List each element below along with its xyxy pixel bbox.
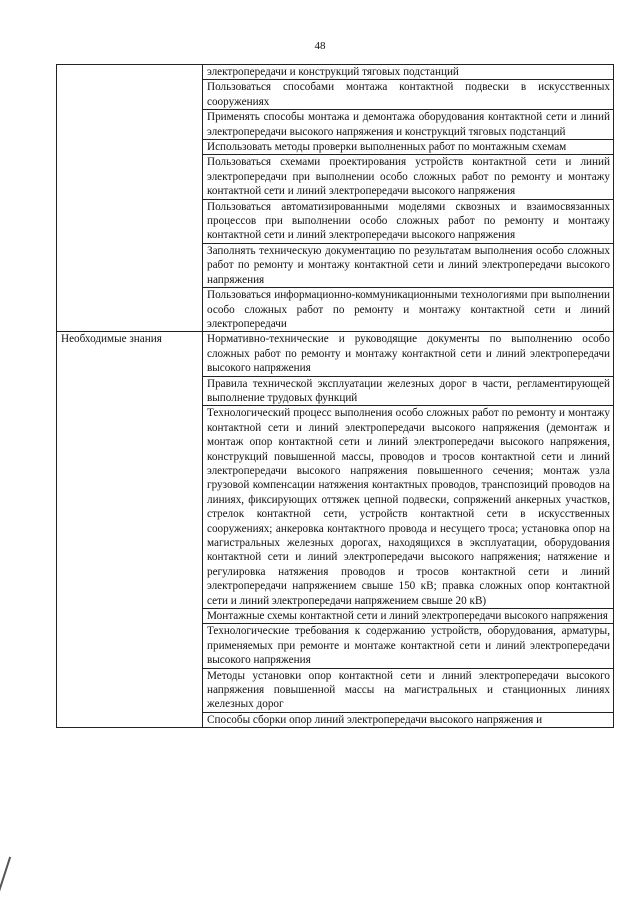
table-cell [203,155,614,199]
section-label: Необходимые знания [61,333,162,346]
table-cell [203,624,614,668]
label-cell-empty [57,65,203,332]
cell-text: Технологические требования к содержанию устройств, оборудования, арматуры, применяемых при ремонте и монтаже контактной сети и линий электропередачи высокого напряжения [207,625,610,667]
cell-text: Заполнять техническую документацию по результатам выполнения особо сложных работ по ремонту и монтажу контактной сети и линий электропередачи высокого напряжения [207,244,610,286]
cell-text: Использовать методы проверки выполненных работ по монтажным схемам [207,141,567,154]
table-cell [203,110,614,140]
table-row [57,65,614,80]
requirements-table [56,64,614,728]
cell-text: электропередачи и конструкций тяговых подстанций [207,66,459,78]
page-number: 48 [314,40,326,52]
table-cell [203,65,614,80]
cell-text: Пользоваться автоматизированными моделями сквозных и взаимосвязанных процессов при выполнении особо сложных работ по ремонту и монтажу контактной сети и линий электропередачи высокого напряжения [207,200,610,242]
table-cell [203,332,614,376]
cell-text: Технологический процесс выполнения особо сложных работ по ремонту и монтажу контактной сети и линий электропередачи высокого напряжения (демонтаж и монтаж опор контактной сети и линий электропередачи высокого напряжения, конструкций повышенной массы, проводов и тросов контактной сети и линий электропередачи высокого напряжения повышенного сечения; монтаж узла грузовой компенсации натяжения контактных проводов, транспозиций проводов на линиях, фиксирующих оттяжек цепной подвески, сопряжений анкерных участков, стрелок контактной сети, устройств контактной сети в искусственных сооружениях; анкеровка контактного провода и несущего троса; установка опор на магистральных железных дорогах, находящихся в эксплуатации, оборудования контактной сети и линий электропередачи высокого напряжения; натяжение и регулировка натяжения проводов и тросов контактной сети и линий электропередачи напряжением свыше 150 кВ; правка сложных опор контактной сети и линий электропередачи напряжением свыше 20 кВ) [207,407,610,607]
table-cell [203,609,614,624]
table-cell [203,243,614,287]
table-cell [203,406,614,609]
table-cell [203,80,614,110]
table-cell [203,140,614,155]
scan-edge-mark [0,857,11,896]
table-cell [203,376,614,406]
cell-text: Нормативно-технические и руководящие документы по выполнению особо сложных работ по ремонту и монтажу контактной сети и линий электропередачи высокого напряжения [207,333,610,375]
cell-text: Монтажные схемы контактной сети и линий электропередачи высокого напряжения [207,610,608,623]
cell-text: Способы сборки опор линий электропередачи высокого напряжения и [207,713,543,726]
table-cell [203,288,614,332]
table-cell [203,668,614,712]
table-cell [203,712,614,727]
cell-text: Пользоваться схемами проектирования устройств контактной сети и линий электропередачи при выполнении особо сложных работ по ремонту и монтажу контактной сети и линий электропередачи высокого напряжения [207,156,610,198]
cell-text: Пользоваться информационно-коммуникационными технологиями при выполнении особо сложных работ по ремонту и монтажу контактной сети и линий электропередачи [207,289,610,330]
cell-text: Правила технической эксплуатации железных дорог в части, регламентирующей выполнение трудовых функций [207,377,610,404]
cell-text: Методы установки опор контактной сети и линий электропередачи высокого напряжения повышенной массы на магистральных и станционных линиях железных дорог [207,669,610,711]
cell-text: Применять способы монтажа и демонтажа оборудования контактной сети и линий электропередачи высокого напряжения и конструкций тяговых подстанций [207,111,610,138]
table-cell [203,199,614,243]
table-row [57,332,614,376]
cell-text: Пользоваться способами монтажа контактной подвески в искусственных сооружениях [207,81,610,108]
section-label-cell [57,332,203,728]
